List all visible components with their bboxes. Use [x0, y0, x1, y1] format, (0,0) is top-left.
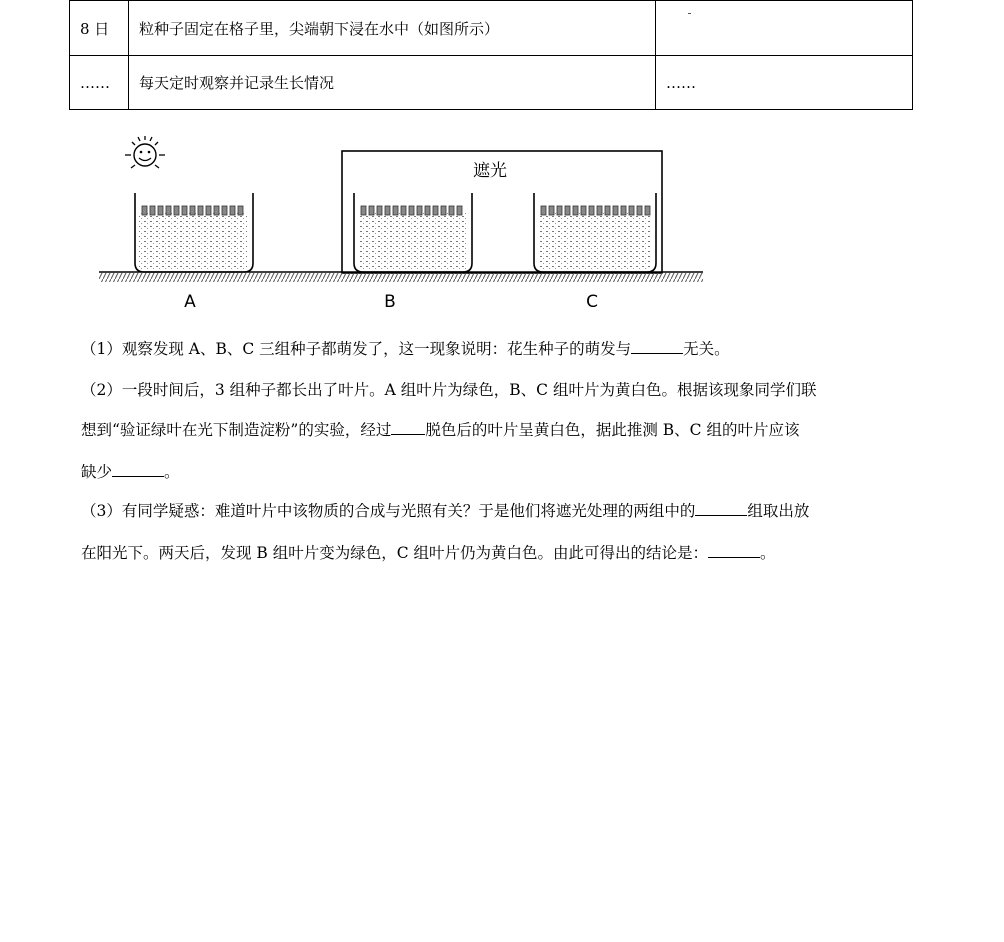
step-cell: 粒种子固定在格子里，尖端朝下浸在水中（如图所示） [129, 1, 656, 56]
answer-blank[interactable] [708, 543, 760, 558]
beaker-c [534, 193, 656, 272]
note-cell: …… [656, 56, 913, 110]
answer-blank[interactable] [631, 339, 683, 354]
day-cell: 8 日 [70, 1, 129, 56]
experiment-diagram [95, 135, 710, 315]
question-2-line-2: 想到“验证绿叶在光下制造淀粉”的实验，经过 脱色后的叶片呈黄白色，据此推测 B、C 组的叶片应该 [81, 421, 800, 439]
procedure-table [69, 0, 913, 110]
answer-blank[interactable] [112, 462, 164, 477]
note-cell [656, 1, 913, 56]
sun-icon [125, 136, 165, 168]
answer-blank[interactable] [391, 420, 425, 435]
question-3-line-2: 在阳光下。两天后，发现 B 组叶片变为绿色，C 组叶片仍为黄白色。由此可得出的结论是： 。 [81, 544, 776, 562]
question-2-line-3: 缺少 。 [81, 463, 180, 481]
table-row [70, 56, 913, 110]
question-1: （1）观察发现 A、B、C 三组种子都萌发了，这一现象说明：花生种子的萌发与 无关。 [81, 340, 730, 358]
question-3-line-1: （3）有同学疑惑：难道叶片中该物质的合成与光照有关？于是他们将遮光处理的两组中的 组取出放 [81, 502, 810, 520]
question-2-line-1: （2）一段时间后，3 组种子都长出了叶片。A 组叶片为绿色，B、C 组叶片为黄白色。根据该现象同学们联 [81, 381, 817, 399]
table-row [70, 1, 913, 56]
beaker-a [135, 193, 253, 272]
label-a: A [184, 292, 196, 312]
answer-blank[interactable] [695, 501, 747, 516]
beaker-b [354, 193, 472, 272]
label-b: B [384, 292, 396, 312]
day-cell: …… [70, 56, 129, 110]
shade-label: 遮光 [473, 161, 507, 181]
stray-mark [688, 13, 691, 14]
step-cell: 每天定时观察并记录生长情况 [129, 56, 656, 110]
ground [99, 272, 703, 282]
label-c: C [586, 292, 598, 312]
